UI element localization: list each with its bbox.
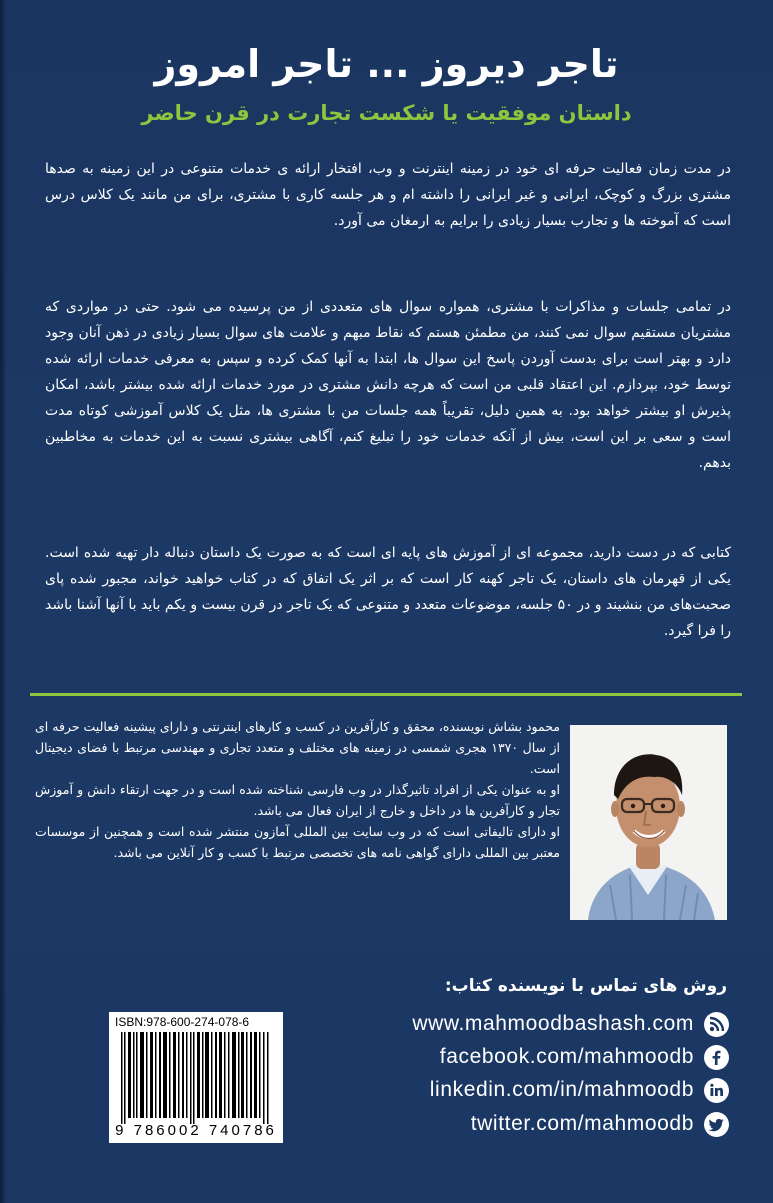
linkedin-link[interactable]: linkedin.com/in/mahmoodb bbox=[429, 1078, 694, 1101]
twitter-link[interactable]: twitter.com/mahmoodb bbox=[470, 1112, 694, 1135]
author-biography bbox=[35, 716, 560, 863]
green-divider bbox=[30, 693, 742, 696]
twitter-icon bbox=[704, 1112, 729, 1137]
author-bio-paragraph-1: محمود بشاش نویسنده، محقق و کارآفرین در کسب و کارهای اینترنتی و دارای پیشینه فعالیت حرفه ای از سال ۱۳۷۰ هجری شمسی در زمینه های مختلف و متعدد تجاری و مهندسی مرتبط با فضای دیجیتال است. bbox=[35, 719, 560, 776]
contact-heading: روش های تماس با نویسنده کتاب: bbox=[444, 976, 727, 996]
contact-facebook[interactable] bbox=[440, 1044, 729, 1070]
rss-icon bbox=[704, 1012, 729, 1037]
cover-spine-edge bbox=[0, 0, 6, 1203]
author-bio-paragraph-2: او به عنوان یکی از افراد تاثیرگذار در وب فارسی شناخته شده است و در جهت ارتقاء دانش و آموزش تجار و کارآفرین ها در داخل و خارج از ایران فعال می باشد. bbox=[35, 782, 560, 818]
contact-linkedin[interactable] bbox=[430, 1077, 729, 1103]
author-photo bbox=[570, 725, 727, 920]
isbn-number: ISBN:978-600-274-078-6 bbox=[115, 1015, 250, 1029]
website-link[interactable]: www.mahmoodbashash.com bbox=[412, 1012, 694, 1035]
facebook-link[interactable]: facebook.com/mahmoodb bbox=[439, 1045, 694, 1068]
contact-twitter[interactable] bbox=[471, 1111, 729, 1137]
blurb-paragraph-3: کتابی که در دست دارید، مجموعه ای از آموزش های پایه ای است که به صورت یک داستان دنباله دار تهیه شده است. یکی از قهرمان های داستان، یک تاجر کهنه کار است که بر اثر یک اتفاق که در کتاب خواهید خواند، مجبور شده پای صحبت‌های من بنشیند و در ۵۰ جلسه، موضوعات متعدد و متنوعی که یک تاجر در قرن بیست و یکم باید با آنها آشنا باشد را فرا گیرد. bbox=[45, 545, 732, 639]
isbn-barcode bbox=[109, 1012, 283, 1143]
contact-website[interactable] bbox=[412, 1011, 729, 1037]
barcode-digits: 9 786002 740786 bbox=[115, 1122, 277, 1139]
book-title: تاجر دیروز ... تاجر امروز bbox=[154, 42, 619, 86]
author-bio-paragraph-3: او دارای تالیفاتی است که در وب سایت بین المللی آمازون منتشر شده است و همچنین از موسسات معتبر بین المللی دارای گواهی نامه های تخصصی مرتبط با کسب و کار آنلاین می باشد. bbox=[35, 824, 560, 860]
barcode-bars bbox=[121, 1032, 273, 1124]
linkedin-icon bbox=[704, 1078, 729, 1103]
book-subtitle: داستان موفقیت یا شکست تجارت در قرن حاضر bbox=[141, 101, 632, 125]
blurb-paragraph-1: در مدت زمان فعالیت حرفه ای خود در زمینه اینترنت و وب، افتخار ارائه ی خدمات متنوعی در این زمینه به صدها مشتری بزرگ و کوچک، ایرانی و غیر ایرانی را داشته ام و هر جلسه کاری با مشتری، برای من مانند یک کلاس درس است که آموخته ها و تجارب بسیار زیادی را برایم به ارمغان می آورد. bbox=[45, 161, 731, 229]
blurb-paragraph-2: در تمامی جلسات و مذاکرات با مشتری، همواره سوال های متعددی از من پرسیده می شود. حتی در مواردی که مشتریان مستقیم سوال نمی کنند، من مطمئن هستم که نقاط مبهم و علامت های سوال بسیار زیادی در ذهن آنان وجود دارد و بهتر است برای بدست آوردن پاسخ این سوال ها، ابتدا به آنها کمک کرده و سپس به معرفی خدمات ارائه شده توسط خود، بپردازم. این اعتقاد قلبی من است که هرچه دانش مشتری در مورد خدمات ارائه شده بیشتر باشد، امکان پذیرش او بیشتر خواهد بود. به همین دلیل، تقریباً همه جلسات من با مشتری ها، مثل یک کلاس آموزشی کوتاه مدت است و سعی بر این است، بیش از آنکه خدمات خود را تبلیغ کنم، آگاهی بیشتری نسبت به این خدمات به مخاطبین بدهم. bbox=[45, 299, 731, 471]
facebook-icon bbox=[704, 1045, 729, 1070]
